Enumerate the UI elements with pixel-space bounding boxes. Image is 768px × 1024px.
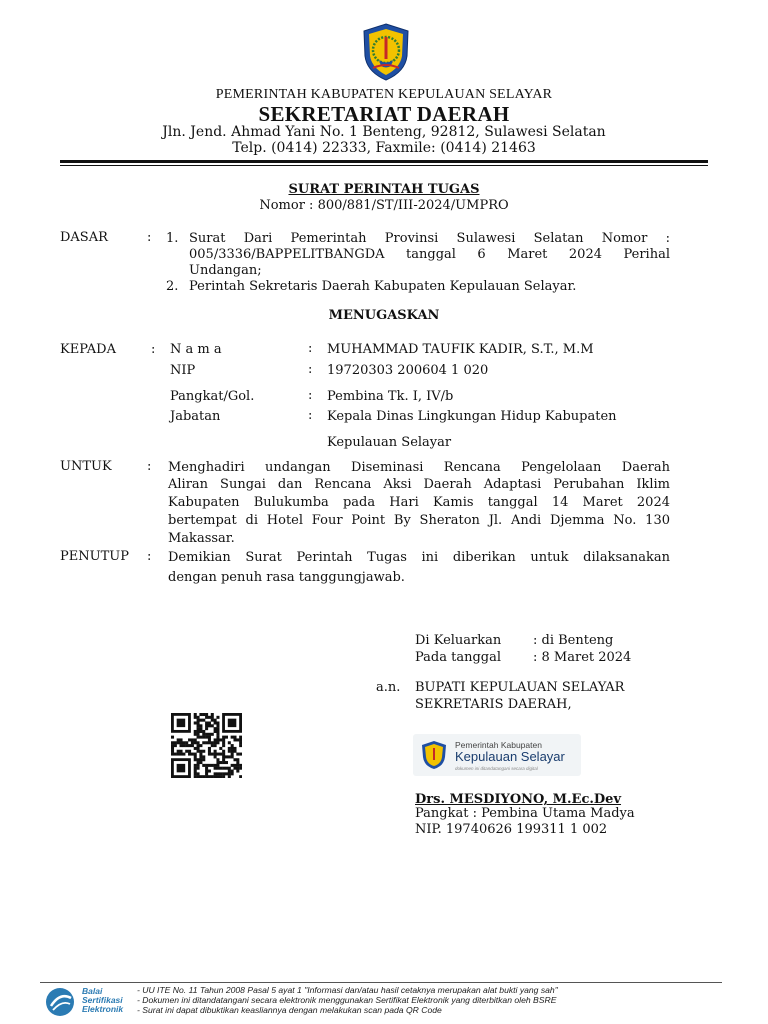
qr-module [197, 741, 200, 744]
footer-note: - Surat ini dapat dibuktikan keasliannya dengan melakukan scan pada QR Code [137, 1005, 442, 1015]
qr-module [205, 770, 208, 773]
on-behalf-of: BUPATI KEPULAUAN SELAYAR [415, 680, 625, 695]
qr-module [216, 721, 219, 724]
qr-module [228, 741, 231, 744]
field-colon: : [308, 341, 313, 356]
qr-module [185, 741, 188, 744]
qr-module [171, 744, 174, 747]
qr-module [205, 736, 208, 739]
qr-module [202, 736, 205, 739]
stamp-title: Kepulauan Selayar [455, 749, 565, 764]
qr-module [228, 767, 231, 770]
signer-name: Drs. MESDIYONO, M.Ec.Dev [415, 792, 622, 807]
qr-module [233, 747, 236, 750]
qr-module [205, 724, 208, 727]
office-phone: Telp. (0414) 22333, Faxmile: (0414) 21463 [232, 140, 536, 156]
qr-module [231, 772, 234, 775]
qr-module [174, 744, 177, 747]
field-value-position: Kepala Dinas Lingkungan Hidup Kabupaten [327, 409, 617, 424]
signer-rank: Pangkat : Pembina Utama Madya [415, 806, 635, 821]
qr-module [199, 775, 202, 778]
qr-module [194, 730, 197, 733]
qr-module [214, 753, 217, 756]
qr-module [194, 753, 197, 756]
qr-module [205, 741, 208, 744]
qr-module [219, 775, 222, 778]
qr-module [199, 736, 202, 739]
qr-module [177, 750, 180, 753]
qr-module [197, 727, 200, 730]
untuk-label: UNTUK [60, 459, 112, 474]
qr-module [214, 727, 217, 730]
qr-module [222, 744, 225, 747]
qr-module [225, 736, 228, 739]
qr-module [214, 721, 217, 724]
qr-module [219, 747, 222, 750]
dasar-item-line: Surat Dari Pemerintah Provinsi Sulawesi Selatan Nomor : [189, 231, 670, 246]
qr-module [228, 772, 231, 775]
qr-module [233, 758, 236, 761]
qr-module [222, 753, 225, 756]
qr-module [208, 736, 211, 739]
qr-module [216, 741, 219, 744]
office-address: Jln. Jend. Ahmad Yani No. 1 Benteng, 92812, Sulawesi Selatan [162, 124, 606, 140]
qr-module [188, 744, 191, 747]
signer-position: SEKRETARIS DAERAH, [415, 697, 572, 712]
qr-module [214, 775, 217, 778]
footer-note: - UU ITE No. 11 Tahun 2008 Pasal 5 ayat 1 "Informasi dan/atau hasil cetaknya merupakan alat bukti yang sah" [137, 985, 558, 995]
qr-module [233, 750, 236, 753]
untuk-line: Aliran Sungai dan Rencana Aksi Daerah Adaptasi Perubahan Iklim [168, 477, 670, 492]
qr-code [171, 713, 242, 778]
qr-module [239, 775, 242, 778]
qr-module [182, 741, 185, 744]
field-colon: : [308, 408, 313, 423]
qr-module [216, 767, 219, 770]
qr-module [199, 724, 202, 727]
regency-crest-logo [361, 22, 411, 82]
footer-rule [40, 982, 722, 983]
qr-module [205, 727, 208, 730]
qr-module [233, 767, 236, 770]
dasar-item-line: Perintah Sekretaris Daerah Kabupaten Kepulauan Selayar. [189, 279, 577, 294]
untuk-line: Makassar. [168, 531, 235, 546]
qr-module [199, 719, 202, 722]
qr-module [197, 747, 200, 750]
qr-module [197, 744, 200, 747]
qr-module [197, 775, 200, 778]
qr-module [239, 767, 242, 770]
qr-module [216, 736, 219, 739]
qr-module [188, 753, 191, 756]
qr-module [194, 767, 197, 770]
qr-module [202, 730, 205, 733]
field-colon: : [308, 362, 313, 377]
qr-module [214, 772, 217, 775]
qr-module [194, 716, 197, 719]
qr-module [228, 775, 231, 778]
issue-date-value: : 8 Maret 2024 [533, 650, 632, 665]
document-number: Nomor : 800/881/ST/III-2024/UMPRO [259, 198, 509, 213]
qr-module [197, 764, 200, 767]
qr-module [222, 767, 225, 770]
footer-note: - Dokumen ini ditandatangani secara elektronik menggunakan Sertifikat Elektronik yang diterbitkan oleh BSRE [137, 995, 557, 1005]
qr-module [222, 736, 225, 739]
qr-module [199, 750, 202, 753]
qr-module [202, 713, 205, 716]
qr-module [216, 733, 219, 736]
qr-module [197, 716, 200, 719]
qr-module [194, 772, 197, 775]
qr-module [202, 755, 205, 758]
qr-module [180, 744, 183, 747]
qr-module [208, 764, 211, 767]
qr-module [202, 764, 205, 767]
qr-module [194, 733, 197, 736]
qr-module [197, 767, 200, 770]
qr-module [214, 730, 217, 733]
qr-module [197, 772, 200, 775]
assign-heading: MENUGASKAN [328, 308, 440, 323]
kepada-colon: : [151, 342, 156, 357]
qr-finder-pattern [177, 764, 186, 772]
qr-module [222, 775, 225, 778]
qr-module [228, 770, 231, 773]
qr-module [231, 755, 234, 758]
qr-module [216, 764, 219, 767]
qr-module [225, 755, 228, 758]
field-key-nip: NIP [170, 363, 196, 378]
qr-module [211, 733, 214, 736]
untuk-line: bertempat di Hotel Four Point By Sheraton Jl. Andi Djemma No. 130 [168, 513, 670, 528]
qr-module [239, 753, 242, 756]
qr-module [239, 741, 242, 744]
dasar-label: DASAR [60, 230, 108, 245]
bsre-wordmark [82, 987, 123, 1014]
qr-module [174, 753, 177, 756]
dasar-item-line: Undangan; [189, 263, 262, 278]
qr-module [194, 770, 197, 773]
qr-module [208, 716, 211, 719]
qr-module [211, 775, 214, 778]
qr-module [208, 770, 211, 773]
bsre-logo [44, 986, 80, 1018]
qr-module [214, 744, 217, 747]
qr-module [194, 747, 197, 750]
qr-module [216, 753, 219, 756]
penutup-label: PENUTUP [60, 549, 129, 564]
qr-module [205, 767, 208, 770]
qr-module [211, 764, 214, 767]
qr-module [216, 738, 219, 741]
qr-finder-pattern [177, 719, 186, 727]
qr-module [219, 761, 222, 764]
qr-module [225, 767, 228, 770]
qr-module [222, 755, 225, 758]
header-rule-thick [60, 160, 708, 163]
qr-module [199, 727, 202, 730]
qr-module [194, 764, 197, 767]
qr-module [225, 761, 228, 764]
field-key-rank: Pangkat/Gol. [170, 389, 255, 404]
qr-finder-pattern [228, 719, 237, 727]
qr-module [216, 727, 219, 730]
qr-module [197, 719, 200, 722]
qr-module [191, 753, 194, 756]
qr-module [231, 744, 234, 747]
qr-module [233, 738, 236, 741]
untuk-line: Menghadiri undangan Diseminasi Rencana Pengelolaan Daerah [168, 460, 670, 475]
qr-module [171, 753, 174, 756]
qr-module [202, 750, 205, 753]
qr-module [236, 770, 239, 773]
qr-module [202, 758, 205, 761]
qr-module [208, 747, 211, 750]
qr-module [219, 772, 222, 775]
qr-module [222, 738, 225, 741]
qr-module [194, 775, 197, 778]
qr-module [222, 750, 225, 753]
qr-module [205, 764, 208, 767]
qr-module [177, 738, 180, 741]
qr-module [171, 741, 174, 744]
qr-module [177, 741, 180, 744]
qr-module [208, 753, 211, 756]
qr-module [199, 744, 202, 747]
qr-module [180, 741, 183, 744]
qr-module [208, 750, 211, 753]
qr-module [208, 741, 211, 744]
qr-module [174, 741, 177, 744]
qr-module [208, 721, 211, 724]
qr-module [208, 733, 211, 736]
issue-place-value: : di Benteng [533, 633, 614, 648]
qr-module [205, 713, 208, 716]
qr-module [228, 747, 231, 750]
qr-module [239, 738, 242, 741]
qr-module [197, 721, 200, 724]
penutup-line: dengan penuh rasa tanggungjawab. [168, 570, 405, 585]
qr-module [202, 719, 205, 722]
qr-module [222, 758, 225, 761]
qr-module [199, 713, 202, 716]
qr-module [219, 753, 222, 756]
issue-date-label: Pada tanggal [415, 650, 502, 665]
stamp-note: dokumen ini ditandatangani secara digital [455, 766, 538, 771]
on-behalf-abbrev: a.n. [376, 680, 401, 695]
bsre-word: Elektronik [82, 1004, 124, 1014]
qr-module [236, 767, 239, 770]
qr-module [214, 764, 217, 767]
qr-module [211, 724, 214, 727]
qr-module [205, 772, 208, 775]
qr-module [214, 767, 217, 770]
qr-module [231, 770, 234, 773]
qr-module [222, 741, 225, 744]
office-name: SEKRETARIAT DAERAH [258, 102, 510, 126]
field-key-name: N a m a [170, 342, 222, 357]
qr-module [211, 753, 214, 756]
qr-module [188, 738, 191, 741]
qr-module [214, 755, 217, 758]
qr-module [214, 750, 217, 753]
header-rule-thin [60, 165, 708, 166]
qr-module [171, 736, 174, 739]
qr-module [208, 738, 211, 741]
qr-module [231, 747, 234, 750]
qr-module [194, 721, 197, 724]
qr-module [239, 736, 242, 739]
document-title: SURAT PERINTAH TUGAS [288, 182, 480, 197]
qr-module [185, 744, 188, 747]
stamp-caption: Pemerintah Kabupaten [455, 740, 542, 750]
qr-module [208, 724, 211, 727]
qr-module [205, 721, 208, 724]
qr-module [231, 736, 234, 739]
qr-module [216, 730, 219, 733]
qr-module [216, 775, 219, 778]
qr-module [211, 716, 214, 719]
qr-module [219, 767, 222, 770]
qr-module [231, 764, 234, 767]
regency-crest-logo [421, 740, 447, 770]
qr-module [197, 750, 200, 753]
qr-module [236, 738, 239, 741]
qr-module [197, 736, 200, 739]
qr-module [194, 755, 197, 758]
qr-module [197, 761, 200, 764]
signer-nip: NIP. 19740626 199311 1 002 [415, 822, 608, 837]
penutup-colon: : [147, 549, 152, 564]
qr-module [171, 747, 174, 750]
qr-module [236, 761, 239, 764]
untuk-colon: : [147, 459, 152, 474]
qr-module [199, 730, 202, 733]
qr-module [182, 753, 185, 756]
qr-module [194, 713, 197, 716]
qr-module [211, 713, 214, 716]
qr-module [214, 719, 217, 722]
qr-module [208, 775, 211, 778]
qr-module [205, 733, 208, 736]
qr-module [216, 772, 219, 775]
qr-module [202, 775, 205, 778]
bsre-word: Sertifikasi [82, 995, 123, 1005]
qr-module [216, 724, 219, 727]
issue-place-label: Di Keluarkan [415, 633, 502, 648]
qr-module [216, 758, 219, 761]
qr-module [214, 741, 217, 744]
qr-module [194, 741, 197, 744]
qr-module [199, 761, 202, 764]
qr-module [194, 738, 197, 741]
qr-module [202, 733, 205, 736]
qr-module [222, 761, 225, 764]
qr-module [233, 764, 236, 767]
qr-module [222, 772, 225, 775]
qr-module [197, 724, 200, 727]
qr-module [231, 753, 234, 756]
dasar-item-number: 1. [166, 231, 179, 246]
qr-module [180, 753, 183, 756]
qr-module [236, 758, 239, 761]
qr-module [225, 772, 228, 775]
qr-module [194, 758, 197, 761]
qr-module [199, 755, 202, 758]
qr-module [180, 750, 183, 753]
dasar-item-number: 2. [166, 279, 179, 294]
bsre-word: Balai [82, 986, 103, 996]
qr-module [197, 758, 200, 761]
qr-module [231, 750, 234, 753]
field-value-name: MUHAMMAD TAUFIK KADIR, S.T., M.M [327, 342, 594, 357]
untuk-line: Kabupaten Bulukumba pada Hari Kamis tanggal 14 Maret 2024 [168, 495, 670, 510]
qr-module [205, 716, 208, 719]
dasar-item-line: 005/3336/BAPPELITBANGDA tanggal 6 Maret 2024 Perihal [189, 247, 670, 262]
qr-module [236, 753, 239, 756]
qr-module [180, 738, 183, 741]
kepada-label: KEPADA [60, 342, 116, 357]
dasar-colon: : [147, 230, 152, 245]
qr-module [239, 744, 242, 747]
digital-signature-stamp [413, 734, 581, 776]
government-name: PEMERINTAH KABUPATEN KEPULAUAN SELAYAR [215, 87, 553, 102]
qr-module [202, 741, 205, 744]
qr-module [219, 738, 222, 741]
qr-module [197, 730, 200, 733]
qr-module [233, 736, 236, 739]
qr-module [171, 750, 174, 753]
qr-module [182, 744, 185, 747]
qr-module [211, 741, 214, 744]
penutup-line: Demikian Surat Perintah Tugas ini diberikan untuk dilaksanakan [168, 550, 670, 565]
field-value-position-cont: Kepulauan Selayar [327, 435, 452, 450]
qr-module [197, 733, 200, 736]
qr-module [216, 716, 219, 719]
qr-module [228, 755, 231, 758]
qr-module [177, 753, 180, 756]
qr-module [205, 775, 208, 778]
qr-module [216, 761, 219, 764]
qr-module [191, 738, 194, 741]
qr-module [211, 719, 214, 722]
field-colon: : [308, 388, 313, 403]
qr-module [236, 764, 239, 767]
field-value-rank: Pembina Tk. I, IV/b [327, 389, 454, 404]
qr-module [239, 764, 242, 767]
qr-module [191, 744, 194, 747]
qr-module [191, 741, 194, 744]
field-value-nip: 19720303 200604 1 020 [327, 363, 489, 378]
qr-module [214, 738, 217, 741]
qr-module [211, 744, 214, 747]
qr-module [228, 750, 231, 753]
qr-module [185, 750, 188, 753]
qr-module [199, 753, 202, 756]
field-key-position: Jabatan [170, 409, 221, 424]
qr-module [188, 750, 191, 753]
qr-module [199, 758, 202, 761]
